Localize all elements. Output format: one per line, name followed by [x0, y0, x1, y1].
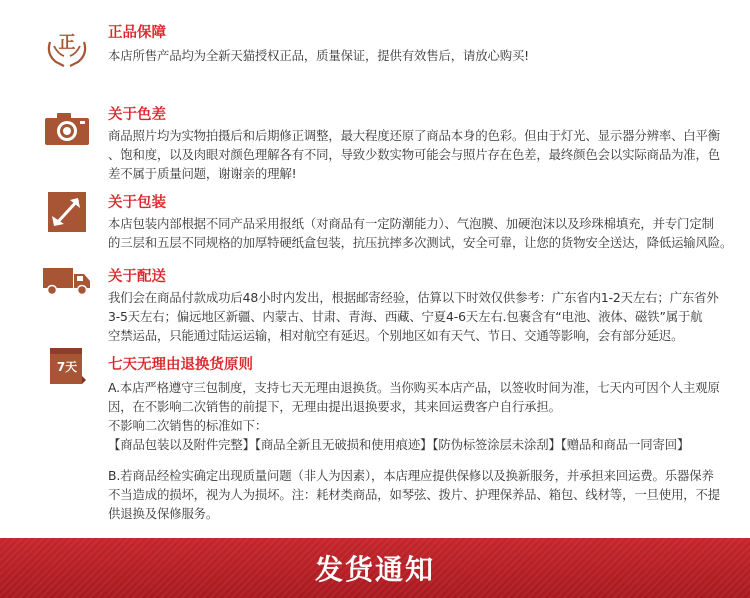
- section-title: 关于包装: [108, 195, 166, 211]
- section-title: 七天无理由退换货原则: [108, 357, 253, 373]
- section-text-line: 本店包装内部根据不同产品采用报纸（对商品有一定防潮能力）、气泡膜、加硬泡沫以及珍珠棉填充，并专门定制: [108, 216, 714, 231]
- section-text-line: 【商品包装以及附件完整】【商品全新且无破损和使用痕迹】【防伪标签涂层未涂刮】【赠品和商品一同寄回】: [108, 437, 690, 452]
- section-text-line: 空禁运品，只能通过陆运运输，相对航空有延迟。个别地区如有天气、节日、交通等影响，会有部分延迟。: [108, 328, 684, 343]
- section-text-line: 的三层和五层不同规格的加厚特硬纸盒包装，抗压抗摔多次测试，安全可靠，让您的货物安全送达，降低运输风险。: [108, 235, 733, 250]
- section-text-line: 商品照片均为实物拍摄后和后期修正调整，最大程度还原了商品本身的色彩。但由于灯光、显示器分辨率、白平衡: [108, 128, 721, 143]
- section-text-line: 不当造成的损坏，视为人为损坏。注：耗材类商品，如琴弦、拨片、护理保养品、箱包、线材等，一旦使用，不提: [108, 487, 721, 502]
- package-resize-icon: [42, 192, 92, 232]
- section-text-line: 供退换及保修服务。: [108, 506, 219, 521]
- camera-icon: [42, 112, 92, 146]
- shipping-notice-banner: [0, 538, 750, 598]
- section-title: 正品保障: [108, 25, 166, 41]
- section-text-line: 我们会在商品付款成功后48小时内发出，根据邮寄经验，估算以下时效仅供参考：广东省内1-2天左右；广东省外: [108, 290, 719, 305]
- section-title: 关于配送: [108, 269, 166, 285]
- banner-title: 发货通知: [314, 553, 435, 586]
- section-text-line: 不影响二次销售的标准如下：: [108, 418, 268, 433]
- section-text-line: 因，在不影响二次销售的前提下，无理由提出退换要求，其来回运费客户自行承担。: [108, 399, 561, 414]
- section-text-line: A.本店严格遵守三包制度，支持七天无理由退换货。当你购买本店产品，以签收时间为准，七天内可因个人主观原: [108, 380, 720, 395]
- section-text-line: 3-5天左右；偏远地区新疆、内蒙古、甘肃、青海、西藏、宁夏4-6天左右.包裹含有“电池、液体、磁铁”属于航: [108, 309, 703, 324]
- genuine-hands-icon: [42, 24, 92, 68]
- delivery-truck-icon: [42, 266, 92, 296]
- section-title: 关于色差: [108, 107, 166, 123]
- seven-day-calendar-icon: [42, 346, 92, 386]
- calendar-icon-label: 7天: [56, 360, 78, 374]
- section-text-line: 、饱和度，以及肉眼对颜色理解各有不同，导致少数实物可能会与照片存在色差，最终颜色会以实际商品为准，色: [108, 147, 721, 162]
- section-text-line: 差不属于质量问题，谢谢亲的理解!: [108, 166, 297, 181]
- svg-text:正: 正: [58, 33, 76, 53]
- section-text-line: 本店所售产品均为全新天猫授权正品，质量保证，提供有效售后，请放心购买!: [108, 48, 529, 63]
- section-text-line: B.若商品经检实确定出现质量问题（非人为因素），本店理应提供保修以及换新服务，并承担来回运费。乐器保养: [108, 468, 714, 483]
